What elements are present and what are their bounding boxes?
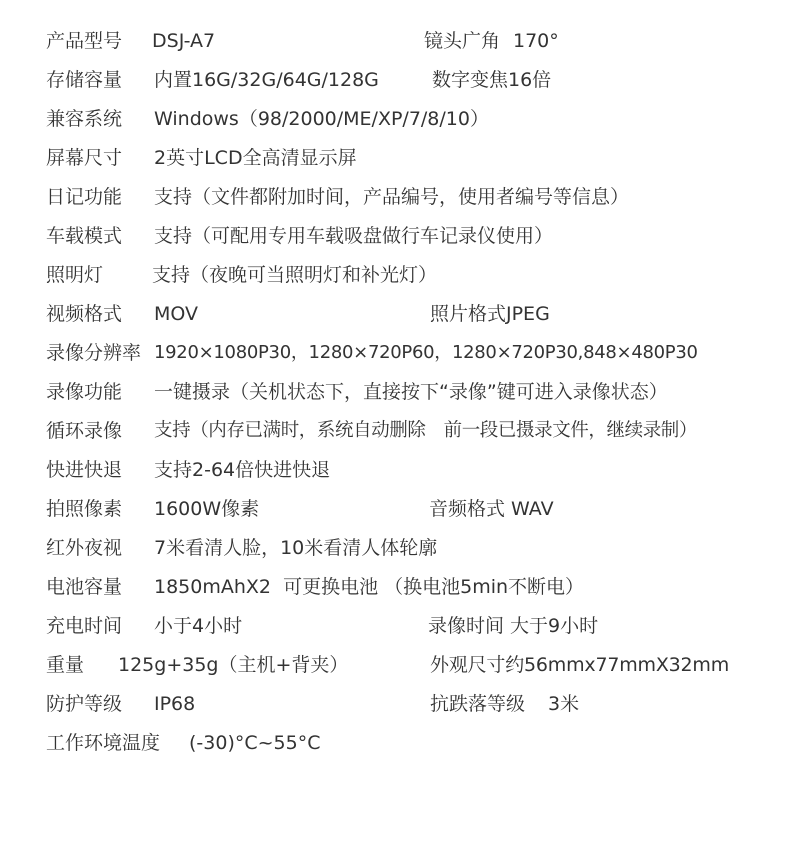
spec-label: 存储容量 <box>46 69 123 91</box>
spec-label: 照明灯 <box>46 264 104 286</box>
spec-value: 支持（夜晚可当照明灯和补光灯） <box>152 264 438 286</box>
spec-row-video-format <box>0 299 790 329</box>
spec-row-log <box>0 182 790 212</box>
spec-value: 125g+35g（主机+背夹） <box>118 654 349 676</box>
spec-value: 1600W像素 <box>154 498 260 520</box>
spec-label: 充电时间 <box>46 615 123 637</box>
spec-label: 车载模式 <box>46 225 123 247</box>
spec-value: DSJ-A7 <box>152 30 216 52</box>
spec-label-secondary: 外观尺寸约56mmx77mmX32mm <box>430 654 730 676</box>
spec-label-secondary: 抗跌落等级 <box>430 693 526 715</box>
spec-value: 小于4小时 <box>154 615 243 637</box>
spec-label: 兼容系统 <box>46 108 123 130</box>
spec-label-secondary: 音频格式 WAV <box>429 498 554 520</box>
spec-label: 视频格式 <box>46 303 123 325</box>
spec-row-ir <box>0 533 790 563</box>
spec-row-car <box>0 221 790 251</box>
spec-label: 快进快退 <box>46 459 123 481</box>
spec-value: MOV <box>154 303 199 325</box>
spec-label: 工作环境温度 <box>46 732 161 754</box>
spec-value: 内置16G/32G/64G/128G <box>154 69 379 91</box>
spec-value: 支持（内存已满时，系统自动删除 前一段已摄录文件，继续录制） <box>154 420 698 441</box>
spec-label: 循环录像 <box>46 420 123 442</box>
spec-row-photo <box>0 494 790 524</box>
spec-label-secondary: 录像时间 大于9小时 <box>428 615 599 637</box>
spec-row-screen <box>0 143 790 173</box>
spec-row-weight <box>0 650 790 680</box>
spec-row-battery <box>0 572 790 602</box>
spec-label-secondary: 照片格式JPEG <box>430 303 550 325</box>
spec-row-model <box>0 26 790 56</box>
spec-label: 日记功能 <box>46 186 123 208</box>
spec-label: 录像功能 <box>46 381 123 403</box>
spec-row-charge <box>0 611 790 641</box>
spec-row-resolution <box>0 338 790 368</box>
spec-value: 1920×1080P30，1280×720P60，1280×720P30,848×480P30 <box>154 342 698 363</box>
spec-value: 2英寸LCD全高清显示屏 <box>154 147 357 169</box>
spec-row-protection <box>0 689 790 719</box>
spec-value-secondary: 3米 <box>548 693 580 715</box>
spec-label: 防护等级 <box>46 693 123 715</box>
spec-row-record <box>0 377 790 407</box>
spec-row-temperature <box>0 728 790 758</box>
spec-label: 红外夜视 <box>46 537 123 559</box>
spec-value: 支持（可配用专用车载吸盘做行车记录仪使用） <box>154 225 554 247</box>
spec-value: Windows（98/2000/ME/XP/7/8/10） <box>154 108 489 130</box>
spec-row-loop <box>0 416 790 446</box>
spec-value: 支持2-64倍快进快退 <box>154 459 331 481</box>
spec-value: (-30)°C~55°C <box>189 732 321 754</box>
spec-label: 录像分辨率 <box>46 342 142 364</box>
spec-value: IP68 <box>154 693 196 715</box>
spec-label-secondary: 数字变焦16倍 <box>432 69 552 91</box>
spec-row-light <box>0 260 790 290</box>
spec-label: 重量 <box>46 654 85 676</box>
spec-value-secondary: 170° <box>513 30 559 52</box>
spec-label: 电池容量 <box>46 576 123 598</box>
spec-label: 产品型号 <box>46 30 123 52</box>
spec-value: 一键摄录（关机状态下，直接按下“录像”键可进入录像状态） <box>154 381 668 403</box>
spec-label: 拍照像素 <box>46 498 123 520</box>
spec-row-ffwd <box>0 455 790 485</box>
spec-value: 支持（文件都附加时间，产品编号，使用者编号等信息） <box>154 186 630 208</box>
spec-value: 7米看清人脸，10米看清人体轮廓 <box>154 537 438 559</box>
spec-label: 屏幕尺寸 <box>46 147 123 169</box>
spec-row-storage <box>0 65 790 95</box>
spec-label-secondary: 镜头广角 <box>424 30 501 52</box>
spec-row-compat <box>0 104 790 134</box>
spec-value: 1850mAhX2 可更换电池 （换电池5min不断电） <box>154 576 585 598</box>
